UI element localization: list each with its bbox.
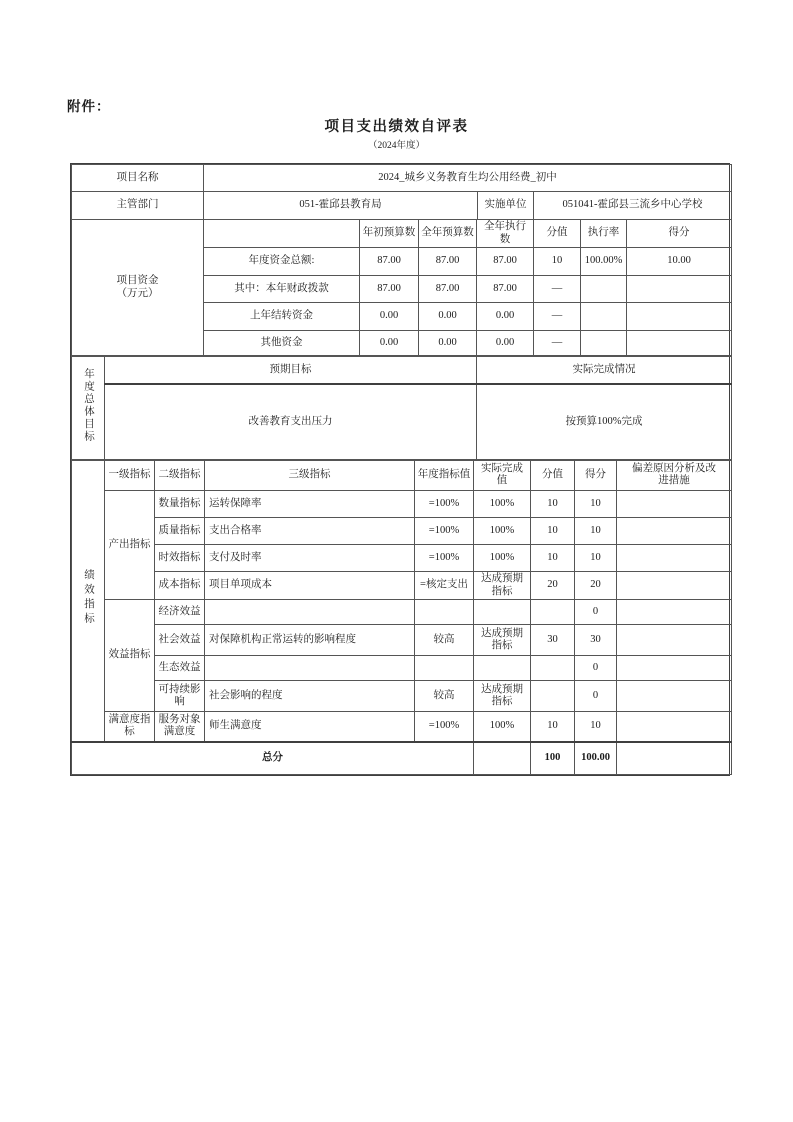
target-cell: 较高 bbox=[415, 681, 474, 712]
deviation-cell bbox=[617, 681, 732, 712]
total-score-value: 100 bbox=[531, 742, 575, 775]
project-name-row bbox=[72, 165, 732, 192]
funding-row-label: 其他资金 bbox=[204, 331, 360, 356]
funding-row-label: 年度资金总额: bbox=[204, 248, 360, 276]
level2-cell: 经济效益 bbox=[155, 600, 205, 625]
funding-cell bbox=[627, 276, 732, 303]
department-row bbox=[72, 192, 732, 220]
funding-cell: 87.00 bbox=[477, 276, 534, 303]
level2-cell: 时效指标 bbox=[155, 545, 205, 572]
total-row bbox=[72, 742, 732, 775]
score-cell: 10 bbox=[575, 545, 617, 572]
level2-cell: 社会效益 bbox=[155, 625, 205, 656]
goal-side-label bbox=[72, 356, 105, 459]
actual-cell: 达成预期指标 bbox=[474, 681, 531, 712]
indicator-row-social bbox=[72, 625, 732, 656]
department-label: 主管部门 bbox=[72, 192, 204, 220]
actual-cell: 100% bbox=[474, 491, 531, 518]
level3-cell: 项目单项成本 bbox=[205, 572, 415, 600]
funding-side-label-line2: （万元） bbox=[116, 287, 159, 299]
total-score: 100.00 bbox=[575, 742, 617, 775]
target-cell bbox=[415, 600, 474, 625]
annual-goal-section bbox=[71, 355, 732, 460]
evaluation-table bbox=[70, 163, 730, 776]
indicator-row-timeliness bbox=[72, 545, 732, 572]
page-subtitle: （2024年度） bbox=[367, 141, 425, 151]
score-cell: 10 bbox=[575, 518, 617, 545]
funding-cell bbox=[627, 303, 732, 331]
funding-row-label: 其中：本年财政拨款 bbox=[204, 276, 360, 303]
level3-cell: 支出合格率 bbox=[205, 518, 415, 545]
target-cell: =100% bbox=[415, 518, 474, 545]
level2-cell: 数量指标 bbox=[155, 491, 205, 518]
deviation-cell bbox=[617, 600, 732, 625]
total-blank-cell bbox=[474, 742, 531, 775]
actual-cell: 达成预期指标 bbox=[474, 572, 531, 600]
col-level1: 一级指标 bbox=[105, 460, 155, 491]
department-value: 051-霍邱县教育局 bbox=[204, 192, 478, 220]
funding-col-score-value: 分值 bbox=[534, 220, 581, 248]
funding-cell: 87.00 bbox=[360, 276, 419, 303]
score-value-cell bbox=[531, 656, 575, 681]
score-cell: 0 bbox=[575, 600, 617, 625]
attachment-label: 附件： bbox=[67, 99, 111, 114]
funding-col-initial: 年初预算数 bbox=[360, 220, 419, 248]
level2-cell: 生态效益 bbox=[155, 656, 205, 681]
col-score: 得分 bbox=[575, 460, 617, 491]
level2-cell: 可持续影响 bbox=[155, 681, 205, 712]
level3-cell: 支付及时率 bbox=[205, 545, 415, 572]
goal-side-label-text: 年度总体目标 bbox=[83, 368, 94, 443]
score-cell: 10 bbox=[575, 712, 617, 742]
col-actual: 实际完成值 bbox=[474, 460, 531, 491]
col-level3: 三级指标 bbox=[205, 460, 415, 491]
level3-cell: 对保障机构正常运转的影响程度 bbox=[205, 625, 415, 656]
score-value-cell bbox=[531, 681, 575, 712]
funding-cell: 0.00 bbox=[360, 303, 419, 331]
funding-cell: 87.00 bbox=[477, 248, 534, 276]
level2-cell: 成本指标 bbox=[155, 572, 205, 600]
funding-cell bbox=[581, 303, 627, 331]
indicator-row-satisfaction bbox=[72, 712, 732, 742]
indicators-section bbox=[71, 459, 732, 776]
level1-satisfaction: 满意度指标 bbox=[105, 712, 155, 742]
funding-header-row bbox=[72, 220, 732, 248]
funding-header-blank bbox=[204, 220, 360, 248]
funding-cell: 87.00 bbox=[360, 248, 419, 276]
funding-cell: 0.00 bbox=[419, 303, 477, 331]
actual-completion-header: 实际完成情况 bbox=[477, 356, 732, 384]
actual-cell bbox=[474, 600, 531, 625]
target-cell: =100% bbox=[415, 491, 474, 518]
funding-cell: 0.00 bbox=[477, 331, 534, 356]
col-score-value: 分值 bbox=[531, 460, 575, 491]
indicators-header-row bbox=[72, 460, 732, 491]
funding-cell: 0.00 bbox=[360, 331, 419, 356]
actual-cell: 100% bbox=[474, 518, 531, 545]
unit-label: 实施单位 bbox=[478, 192, 534, 220]
score-value-cell: 10 bbox=[531, 518, 575, 545]
total-label: 总分 bbox=[72, 742, 474, 775]
funding-cell: — bbox=[534, 276, 581, 303]
funding-row-label: 上年结转资金 bbox=[204, 303, 360, 331]
deviation-cell bbox=[617, 572, 732, 600]
funding-col-rate: 执行率 bbox=[581, 220, 627, 248]
actual-cell: 100% bbox=[474, 545, 531, 572]
funding-cell: 10.00 bbox=[627, 248, 732, 276]
deviation-cell bbox=[617, 545, 732, 572]
level1-benefit: 效益指标 bbox=[105, 600, 155, 712]
indicator-row-cost bbox=[72, 572, 732, 600]
deviation-cell bbox=[617, 518, 732, 545]
indicator-row-sustainable bbox=[72, 681, 732, 712]
funding-cell: — bbox=[534, 331, 581, 356]
target-cell: =100% bbox=[415, 712, 474, 742]
funding-cell: 0.00 bbox=[477, 303, 534, 331]
funding-cell: 100.00% bbox=[581, 248, 627, 276]
indicators-side-label bbox=[72, 460, 105, 742]
level1-output: 产出指标 bbox=[105, 491, 155, 600]
page-title: 项目支出绩效自评表 bbox=[324, 119, 469, 135]
actual-cell: 达成预期指标 bbox=[474, 625, 531, 656]
indicator-row-quality bbox=[72, 518, 732, 545]
deviation-cell bbox=[617, 712, 732, 742]
funding-section bbox=[71, 219, 732, 356]
score-cell: 0 bbox=[575, 656, 617, 681]
actual-cell bbox=[474, 656, 531, 681]
total-deviation bbox=[617, 742, 732, 775]
expected-goal-header: 预期目标 bbox=[105, 356, 477, 384]
indicator-row-economic bbox=[72, 600, 732, 625]
score-cell: 30 bbox=[575, 625, 617, 656]
level3-cell: 运转保障率 bbox=[205, 491, 415, 518]
funding-cell: — bbox=[534, 303, 581, 331]
score-cell: 10 bbox=[575, 491, 617, 518]
funding-col-annual: 全年预算数 bbox=[419, 220, 477, 248]
info-section bbox=[71, 164, 732, 220]
funding-cell: 10 bbox=[534, 248, 581, 276]
expected-goal-value: 改善教育支出压力 bbox=[105, 384, 477, 459]
funding-side-label bbox=[72, 220, 204, 356]
level3-cell bbox=[205, 600, 415, 625]
target-cell bbox=[415, 656, 474, 681]
score-value-cell: 10 bbox=[531, 712, 575, 742]
indicator-row-quantity bbox=[72, 491, 732, 518]
funding-cell bbox=[627, 331, 732, 356]
deviation-cell bbox=[617, 656, 732, 681]
col-target: 年度指标值 bbox=[415, 460, 474, 491]
funding-col-score: 得分 bbox=[627, 220, 732, 248]
score-cell: 0 bbox=[575, 681, 617, 712]
score-cell: 20 bbox=[575, 572, 617, 600]
actual-completion-value: 按预算100%完成 bbox=[477, 384, 732, 459]
funding-cell: 87.00 bbox=[419, 276, 477, 303]
level2-cell: 服务对象满意度 bbox=[155, 712, 205, 742]
funding-cell: 0.00 bbox=[419, 331, 477, 356]
project-name-label: 项目名称 bbox=[72, 165, 204, 192]
funding-col-executed: 全年执行数 bbox=[477, 220, 534, 248]
indicator-row-ecological bbox=[72, 656, 732, 681]
level3-cell: 社会影响的程度 bbox=[205, 681, 415, 712]
level3-cell: 师生满意度 bbox=[205, 712, 415, 742]
target-cell: 较高 bbox=[415, 625, 474, 656]
score-value-cell: 30 bbox=[531, 625, 575, 656]
funding-cell: 87.00 bbox=[419, 248, 477, 276]
project-name-value: 2024_城乡义务教育生均公用经费_初中 bbox=[204, 165, 732, 192]
indicators-side-label-text: 绩效指标 bbox=[83, 569, 94, 628]
score-value-cell bbox=[531, 600, 575, 625]
level3-cell bbox=[205, 656, 415, 681]
deviation-cell bbox=[617, 491, 732, 518]
col-deviation: 偏差原因分析及改进措施 bbox=[617, 460, 732, 491]
deviation-cell bbox=[617, 625, 732, 656]
target-cell: =核定支出 bbox=[415, 572, 474, 600]
actual-cell: 100% bbox=[474, 712, 531, 742]
funding-cell bbox=[581, 331, 627, 356]
score-value-cell: 10 bbox=[531, 491, 575, 518]
score-value-cell: 20 bbox=[531, 572, 575, 600]
goal-header-row bbox=[72, 356, 732, 384]
funding-side-label-line1: 项目资金 bbox=[116, 275, 159, 286]
goal-content-row bbox=[72, 384, 732, 459]
score-value-cell: 10 bbox=[531, 545, 575, 572]
level2-cell: 质量指标 bbox=[155, 518, 205, 545]
funding-cell bbox=[581, 276, 627, 303]
target-cell: =100% bbox=[415, 545, 474, 572]
unit-value: 051041-霍邱县三流乡中心学校 bbox=[534, 192, 732, 220]
col-level2: 二级指标 bbox=[155, 460, 205, 491]
